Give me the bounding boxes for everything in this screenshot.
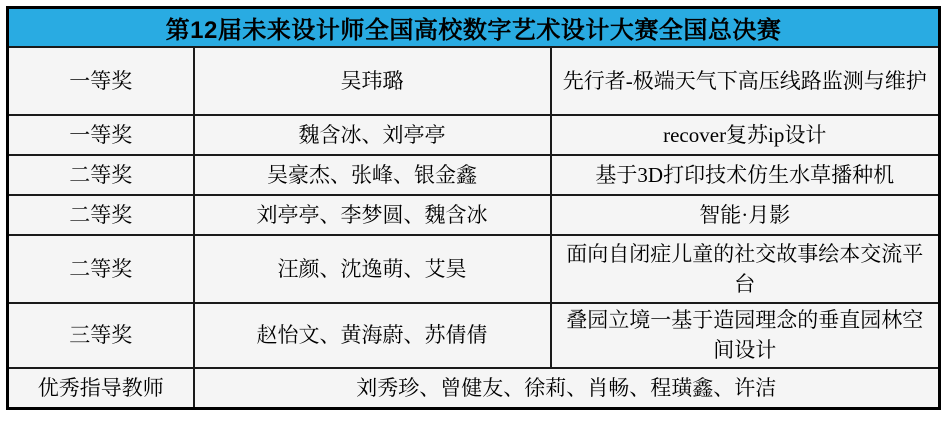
table-row (8, 47, 940, 115)
table-row (8, 155, 940, 195)
project-cell: recover复苏ip设计 (551, 115, 940, 155)
table-row (8, 195, 940, 235)
award-cell: 二等奖 (8, 235, 194, 303)
table-row (8, 235, 940, 303)
project-cell: 叠园立境一基于造园理念的垂直园林空间设计 (551, 303, 940, 368)
project-cell: 先行者-极端天气下高压线路监测与维护 (551, 47, 940, 115)
table-row (8, 115, 940, 155)
table-footer-row (8, 368, 940, 409)
names-cell: 吴玮璐 (194, 47, 551, 115)
names-cell: 魏含冰、刘亭亭 (194, 115, 551, 155)
award-cell: 一等奖 (8, 115, 194, 155)
footer-names-cell: 刘秀珍、曾健友、徐莉、肖畅、程璜鑫、许洁 (194, 368, 940, 409)
award-cell: 二等奖 (8, 155, 194, 195)
award-table (6, 6, 941, 410)
names-cell: 吴豪杰、张峰、银金鑫 (194, 155, 551, 195)
award-cell: 一等奖 (8, 47, 194, 115)
title-row (8, 8, 940, 48)
names-cell: 赵怡文、黄海蔚、苏倩倩 (194, 303, 551, 368)
project-cell: 智能·月影 (551, 195, 940, 235)
names-cell: 汪颜、沈逸萌、艾昊 (194, 235, 551, 303)
project-cell: 面向自闭症儿童的社交故事绘本交流平台 (551, 235, 940, 303)
award-cell: 二等奖 (8, 195, 194, 235)
table-row (8, 303, 940, 368)
project-cell: 基于3D打印技术仿生水草播种机 (551, 155, 940, 195)
footer-label-cell: 优秀指导教师 (8, 368, 194, 409)
names-cell: 刘亭亭、李梦圆、魏含冰 (194, 195, 551, 235)
award-cell: 三等奖 (8, 303, 194, 368)
table-title: 第12届未来设计师全国高校数字艺术设计大赛全国总决赛 (8, 8, 940, 48)
